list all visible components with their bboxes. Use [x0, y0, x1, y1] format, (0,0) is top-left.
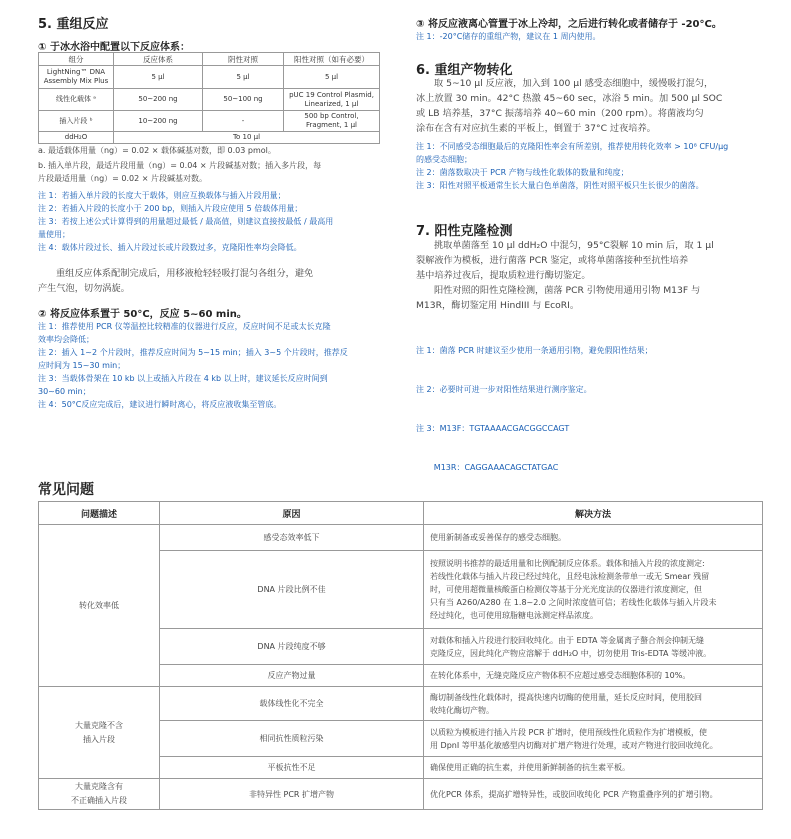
negative-cell: - — [203, 111, 284, 132]
notes-step-1: 注 1：若插入单片段的长度大于载体，则应互换载体与插入片段用量； 注 2：若插入片段的长度小于 200 bp，则插入片段应使用 5 倍载体用量； 注 3：若按上述公式计算得到的用量超过最低 / 最高值，则建议直接按最低 / 最高用 量使用； 注 4：载体片段过长、插入片段过长或片段数过多，克隆阳性率均会降低。 — [38, 191, 334, 252]
transformation-paragraph: 取 5~10 μl 反应液，加入到 100 μl 感受态细胞中，缓慢吸打混匀， 冰上放置 30 min。42°C 热激 45~60 sec，冰浴 5 min。加 500 μl SOC 或 LB 培养基，37°C 振荡培养 40~60 min（200 rpm）。将菌液均匀 涂布在含有对应抗生素的平板上，倒置于 37°C 过夜培养。 — [416, 78, 723, 134]
header-cell: 解决方法 — [424, 502, 763, 525]
solution-cell: 在转化体系中，无缝克隆反应产物体积不应超过感受态细胞体积的 10%。 — [424, 665, 763, 687]
reaction-cell: 50~200 ng — [114, 89, 203, 111]
section-6-title: 6. 重组产物转化 — [416, 63, 513, 78]
section-7-title: 7. 阳性克隆检测 — [416, 224, 513, 239]
positive-cell: pUC 19 Control Plasmid, Linearized, 1 μl — [284, 89, 380, 111]
positive-cell: 500 bp Control, Fragment, 1 μl — [284, 111, 380, 132]
cause-cell: 非特异性 PCR 扩增产物 — [160, 779, 424, 810]
solution-cell: 确保使用正确的抗生素，并使用新鲜制备的抗生素平板。 — [424, 757, 763, 779]
section-5-title: 5. 重组反应 — [38, 17, 109, 32]
negative-cell: 50~100 ng — [203, 89, 284, 111]
water-volume-cell: To 10 μl — [114, 132, 380, 144]
cause-cell: 平板抗性不足 — [160, 757, 424, 779]
negative-cell: 5 μl — [203, 66, 284, 89]
step-2-title: ② 将反应体系置于 50°C，反应 5~60 min。 — [38, 309, 247, 320]
header-cell: 反应体系 — [114, 53, 203, 66]
solution-cell: 酶切制备线性化载体时，提高快速内切酶的使用量，延长反应时间，使用胶回 收纯化酶切产物。 — [424, 687, 763, 721]
step-3-title: ③ 将反应液离心管置于冰上冷却，之后进行转化或者储存于 -20°C。 — [416, 19, 722, 30]
component-cell: 插入片段 ᵇ — [39, 111, 114, 132]
notes-step-2: 注 1：推荐使用 PCR 仪等温控比较精准的仪器进行反应，反应时间不足或太长克隆 效率均会降低； 注 2：插入 1~2 个片段时，推荐反应时间为 5~15 min；插入 3~5 个片段时，推荐反 应时间为 15~30 min； 注 3：当载体骨架在 10 kb 以上或插入片段在 4 kb 以上时，建议延长反应时间到 30~60 min； 注 4：50°C反应完成后，建议进行瞬时离心，将反应液收集至管底。 — [38, 322, 348, 409]
problem-cell: 大量克隆含有 不正确插入片段 — [39, 779, 160, 810]
solution-cell: 以质粒为模板进行插入片段 PCR 扩增时，使用预线性化质粒作为扩增模板，使 用 DpnI 等甲基化敏感型内切酶对扩增产物进行处理，或对产物进行胶回收纯化。 — [424, 721, 763, 757]
cause-cell: 载体线性化不完全 — [160, 687, 424, 721]
table-row — [39, 779, 763, 810]
cause-cell: 感受态效率低下 — [160, 525, 424, 551]
solution-cell: 对载体和插入片段进行胶回收纯化。由于 EDTA 等金属离子螯合剂会抑制无缝 克隆反应，因此纯化产物应溶解于 ddH₂O 中，切勿使用 Tris-EDTA 等缓冲液。 — [424, 629, 763, 665]
header-cell: 原因 — [160, 502, 424, 525]
problem-cell: 转化效率低 — [39, 525, 160, 687]
header-cell: 阳性对照（如有必要） — [284, 53, 380, 66]
table-row — [39, 89, 380, 111]
component-cell: ddH₂O — [39, 132, 114, 144]
table-row — [39, 66, 380, 89]
solution-cell: 按照说明书推荐的最适用量和比例配制反应体系。载体和插入片段的浓度测定: 若线性化载体与插入片段已经过纯化，且经电泳检测条带单一或无 Smear 残留 时，可使用超微量核酸蛋白检测仪等基于分光光度法的仪器进行浓度测定，但 只有当 A260/A280 在 1.8~2.0 之间时浓度值可信；若线性化载体与插入片段未 经过纯化，也可使用琼脂糖电泳测定样品浓度。 — [424, 551, 763, 629]
faq-table — [38, 501, 763, 810]
problem-cell: 大量克隆不含 插入片段 — [39, 687, 160, 779]
detection-paragraph: 挑取单菌落至 10 μl ddH₂O 中混匀，95°C裂解 10 min 后，取 1 μl 裂解液作为模板，进行菌落 PCR 鉴定，或将单菌落接种至抗性培养 基中培养过夜后，提取质粒进行酶切鉴定。 阳性对照的阳性克隆检测，菌落 PCR 引物使用通用引物 M13F 与 M13R，酶切鉴定用 HindIII 与 EcoRI。 — [416, 240, 714, 311]
reaction-table-header — [39, 53, 380, 66]
formula-b: b. 插入单片段，最适片段用量（ng）= 0.04 × 片段碱基对数；插入多片段，每 片段最适用量（ng）= 0.02 × 片段碱基对数。 — [38, 161, 322, 183]
table-row — [39, 132, 380, 144]
reaction-cell: 10~200 ng — [114, 111, 203, 132]
component-cell: 线性化载体 ᵃ — [39, 89, 114, 111]
table-row — [39, 525, 763, 551]
solution-cell: 使用新制备或妥善保存的感受态细胞。 — [424, 525, 763, 551]
reaction-cell: 5 μl — [114, 66, 203, 89]
header-cell: 组分 — [39, 53, 114, 66]
step-3-note: 注 1：-20°C储存的重组产物，建议在 1 周内使用。 — [416, 32, 601, 41]
component-cell: LightNing™ DNA Assembly Mix Plus — [39, 66, 114, 89]
step-1-title: ① 于冰水浴中配置以下反应体系： — [38, 42, 190, 53]
notes-section-7: 注 1：菌落 PCR 时建议至少使用一条通用引物，避免假阳性结果； 注 2：必要时可进一步对阳性结果进行测序鉴定。 注 3：M13F：TGTAAAACGACGGCCAGT M13R：CAGGAAACAGCTATGAC — [416, 346, 653, 472]
cause-cell: 相同抗性质粒污染 — [160, 721, 424, 757]
formula-a: a. 最适载体用量（ng）= 0.02 × 载体碱基对数，即 0.03 pmol。 — [38, 146, 276, 155]
faq-title: 常见问题 — [38, 482, 94, 498]
table-row — [39, 111, 380, 132]
cause-cell: DNA 片段比例不佳 — [160, 551, 424, 629]
notes-section-6: 注 1：不同感受态细胞最后的克隆阳性率会有所差别，推荐使用转化效率 > 10⁸ CFU/μg 的感受态细胞； 注 2：菌落数取决于 PCR 产物与线性化载体的数量和纯度； 注 3：阳性对照平板通常生长大量白色单菌落，阴性对照平板只生长很少的菌落。 — [416, 142, 729, 190]
solution-cell: 优化PCR 体系，提高扩增特异性，或胶回收纯化 PCR 产物重叠序列的扩增引物。 — [424, 779, 763, 810]
faq-header-row — [39, 502, 763, 525]
cause-cell: DNA 片段纯度不够 — [160, 629, 424, 665]
reaction-table — [38, 52, 380, 144]
header-cell: 问题描述 — [39, 502, 160, 525]
mixing-paragraph: 重组反应体系配制完成后，用移液枪轻轻吸打混匀各组分，避免 产生气泡，切勿涡旋。 — [38, 268, 314, 294]
cause-cell: 反应产物过量 — [160, 665, 424, 687]
table-row — [39, 687, 763, 721]
positive-cell: 5 μl — [284, 66, 380, 89]
header-cell: 阴性对照 — [203, 53, 284, 66]
